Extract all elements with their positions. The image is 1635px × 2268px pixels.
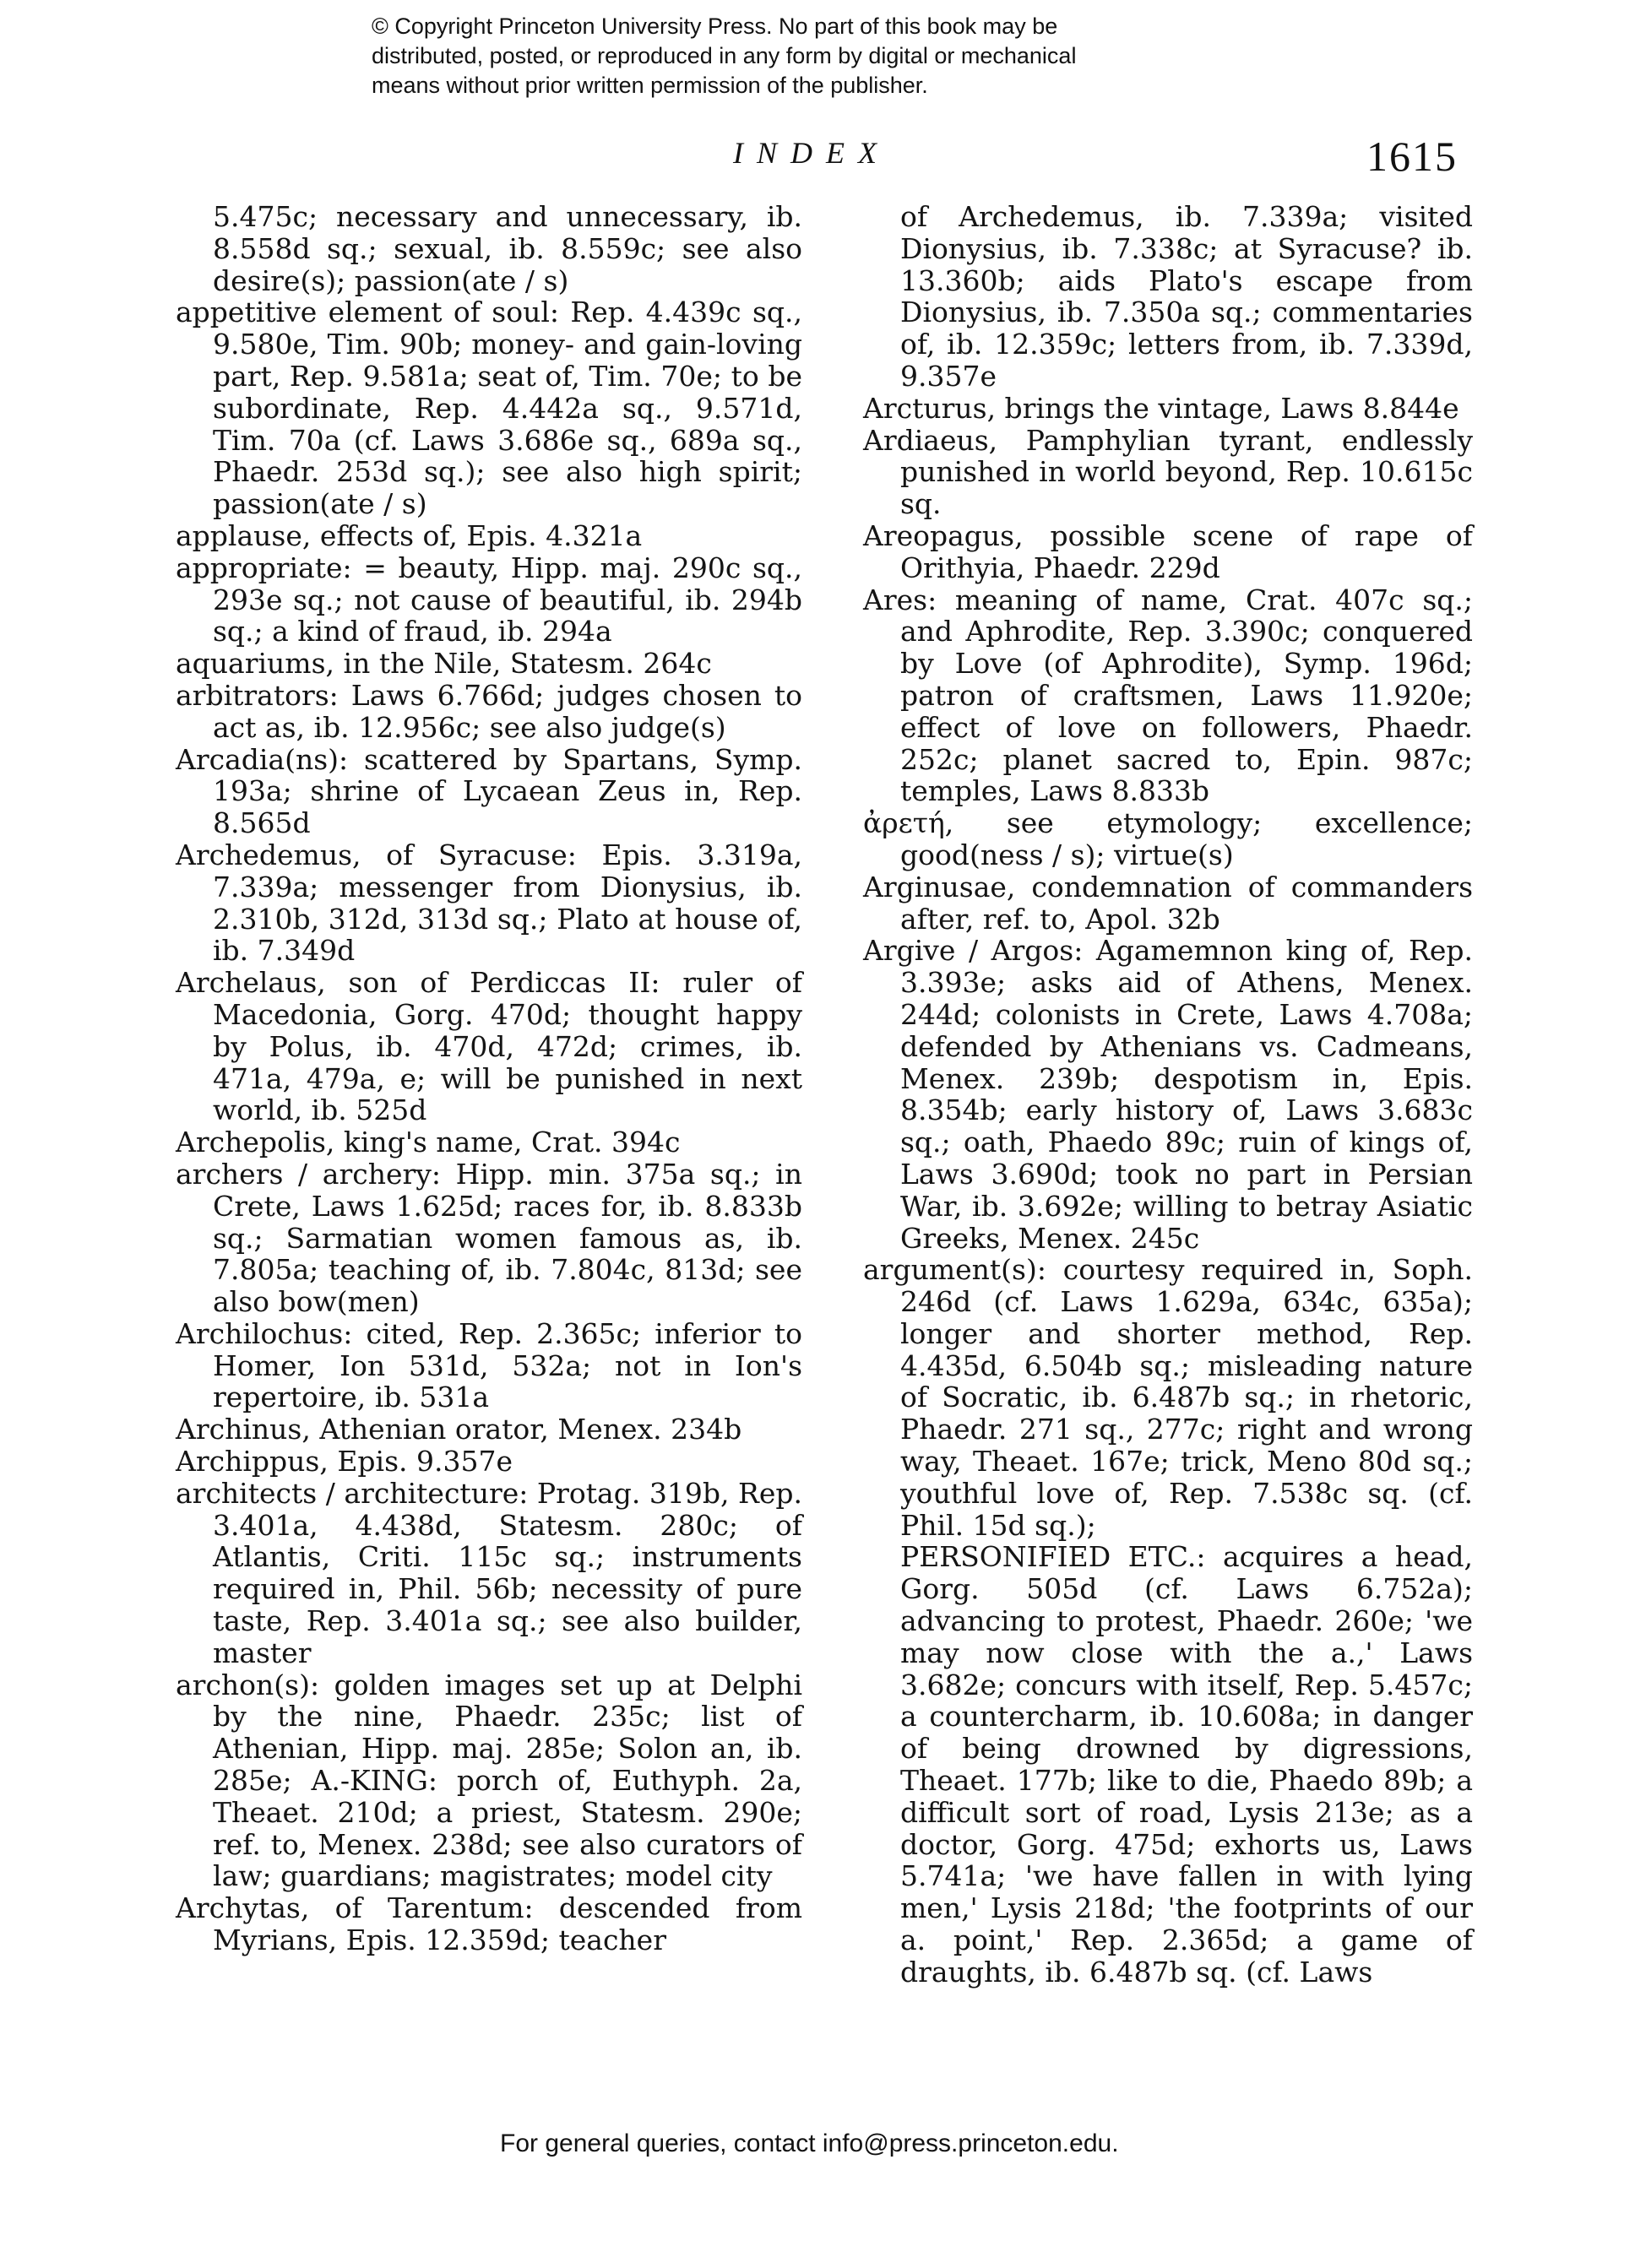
page-title: INDEX (733, 136, 890, 170)
index-entry: archers / archery: Hipp. min. 375a sq.; in Crete, Laws 1.625d; races for, ib. 8.833b sq.; Sarmatian women famous as, ib. 7.805a; teaching of, ib. 7.804c, 813d; see also bow(men) (176, 1157, 802, 1319)
index-entry: 5.475c; necessary and unnecessary, ib. 8.558d sq.; sexual, ib. 8.559c; see also desire(s); passion(ate / s) (213, 200, 802, 297)
copyright-notice (372, 12, 1216, 100)
right-column (863, 201, 1473, 1989)
index-entry: Archedemus, of Syracuse: Epis. 3.319a, 7.339a; messenger from Dionysius, ib. 2.310b, 312d, 313d sq.; Plato at house of, ib. 7.349d (176, 838, 802, 968)
index-entry: Archilochus: cited, Rep. 2.365c; inferior to Homer, Ion 531d, 532a; not in Ion's repertoire, ib. 531a (176, 1316, 802, 1414)
copyright-line: © Copyright Princeton University Press. No part of this book may be (372, 14, 1058, 39)
index-entry: appetitive element of soul: Rep. 4.439c sq., 9.580e, Tim. 90b; money- and gain-loving part, Rep. 9.581a; seat of, Tim. 70e; to be subordinate, Rep. 4.442a sq., 9.571d, Tim. 70a (cf. Laws 3.686e sq., 689a sq., Phaedr. 253d sq.); see also high spirit; passion(ate / s) (176, 296, 802, 521)
index-entry: applause, effects of, Epis. 4.321a (176, 518, 643, 552)
index-entry: Arcturus, brings the vintage, Laws 8.844e (863, 391, 1459, 425)
index-entry: Arginusae, condemnation of commanders after, ref. to, Apol. 32b (863, 870, 1473, 936)
footer-contact: For general queries, contact info@press.princeton.edu. (500, 2130, 1119, 2157)
index-entry: Arcadia(ns): scattered by Spartans, Symp. 193a; shrine of Lycaean Zeus in, Rep. 8.565d (176, 742, 802, 840)
index-entry: appropriate: = beauty, Hipp. maj. 290c sq., 293e sq.; not cause of beautiful, ib. 294b sq.; a kind of fraud, ib. 294a (176, 551, 802, 648)
index-subentry: PERSONIFIED ETC.: acquires a head, Gorg. 505d (cf. Laws 6.752a); advancing to protest, Phaedr. 260e; 'we may now close with the a.,' Laws 3.682e; concurs with itself, Rep. 5.457c; a countercharm, ib. 10.608a; in danger of being drowned by digressions, Theaet. 177b; like to die, Phaedo 89b; a difficult sort of road, Lysis 213e; as a doctor, Gorg. 475d; exhorts us, Laws 5.741a; 'we have fallen in with lying men,' Lysis 218d; 'the footprints of our a. point,' Rep. 2.365d; a game of draughts, ib. 6.487b sq. (cf. Laws (900, 1540, 1473, 1989)
copyright-line: distributed, posted, or reproduced in any form by digital or mechanical (372, 43, 1077, 68)
index-entry: Ardiaeus, Pamphylian tyrant, endlessly punished in world beyond, Rep. 10.615c sq. (863, 423, 1473, 521)
index-entry: Archelaus, son of Perdiccas II: ruler of Macedonia, Gorg. 470d; thought happy by Polus, ib. 470d, 472d; crimes, ib. 471a, 479a, e; will be punished in next world, ib. 525d (176, 966, 802, 1127)
index-entry: arbitrators: Laws 6.766d; judges chosen to act as, ib. 12.956c; see also judge(s) (176, 678, 802, 744)
index-entry: Ares: meaning of name, Crat. 407c sq.; and Aphrodite, Rep. 3.390c; conquered by Love (of Aphrodite), Symp. 196d; patron of craftsmen, Laws 11.920e; effect of love on followers, Phaedr. 252c; planet sacred to, Epin. 987c; temples, Laws 8.833b (863, 583, 1473, 808)
index-entry: Archepolis, king's name, Crat. 394c (176, 1126, 681, 1159)
index-entry: argument(s): courtesy required in, Soph. 246d (cf. Laws 1.629a, 634c, 635a); longer and shorter method, Rep. 4.435d, 6.504b sq.; misleading nature of Socratic, ib. 6.487b sq.; in rhetoric, Phaedr. 271 sq., 277c; right and wrong way, Theaet. 167e; trick, Meno 80d sq.; youthful love of, Rep. 7.538c sq. (cf. Phil. 15d sq.); (863, 1253, 1473, 1542)
left-column (176, 201, 802, 1956)
index-entry: Archytas, of Tarentum: descended from Myrians, Epis. 12.359d; teacher (176, 1891, 802, 1957)
index-entry: architects / architecture: Protag. 319b, Rep. 3.401a, 4.438d, Statesm. 280c; of Atlantis, Criti. 115c sq.; instruments required in, Phil. 56b; necessity of pure taste, Rep. 3.401a sq.; see also builder, master (176, 1476, 802, 1669)
index-entry: ἀρετή, see etymology; excellence; good(ness / s); virtue(s) (863, 806, 1473, 871)
index-entry: Archippus, Epis. 9.357e (176, 1445, 513, 1479)
index-entry: Archinus, Athenian orator, Menex. 234b (176, 1413, 742, 1446)
index-entry: archon(s): golden images set up at Delphi by the nine, Phaedr. 235c; list of Athenian, Hipp. maj. 285e; Solon an, ib. 285e; A.-KING: porch of, Euthyph. 2a, Theaet. 210d; a priest, Statesm. 290e; ref. to, Menex. 238d; see also curators of law; guardians; magistrates; model city (176, 1668, 802, 1893)
copyright-line: means without prior written permission of the publisher. (372, 73, 928, 98)
running-head (0, 132, 1635, 182)
index-entry: of Archedemus, ib. 7.339a; visited Dionysius, ib. 7.338c; at Syracuse? ib. 13.360b; aids Plato's escape from Dionysius, ib. 7.350a sq.; commentaries of, ib. 12.359c; letters from, ib. 7.339d, 9.357e (900, 200, 1473, 393)
index-entry: Areopagus, possible scene of rape of Orithyia, Phaedr. 229d (863, 518, 1473, 584)
index-entry: Argive / Argos: Agamemnon king of, Rep. 3.393e; asks aid of Athens, Menex. 244d; colonists in Crete, Laws 4.708a; defended by Athenians vs. Cadmeans, Menex. 239b; despotism in, Epis. 8.354b; early history of, Laws 3.683c sq.; oath, Phaedo 89c; ruin of kings of, Laws 3.690d; took no part in Persian War, ib. 3.692e; willing to betray Asiatic Greeks, Menex. 245c (863, 934, 1473, 1255)
page-number: 1615 (1366, 133, 1458, 180)
index-entry: aquariums, in the Nile, Statesm. 264c (176, 647, 712, 681)
